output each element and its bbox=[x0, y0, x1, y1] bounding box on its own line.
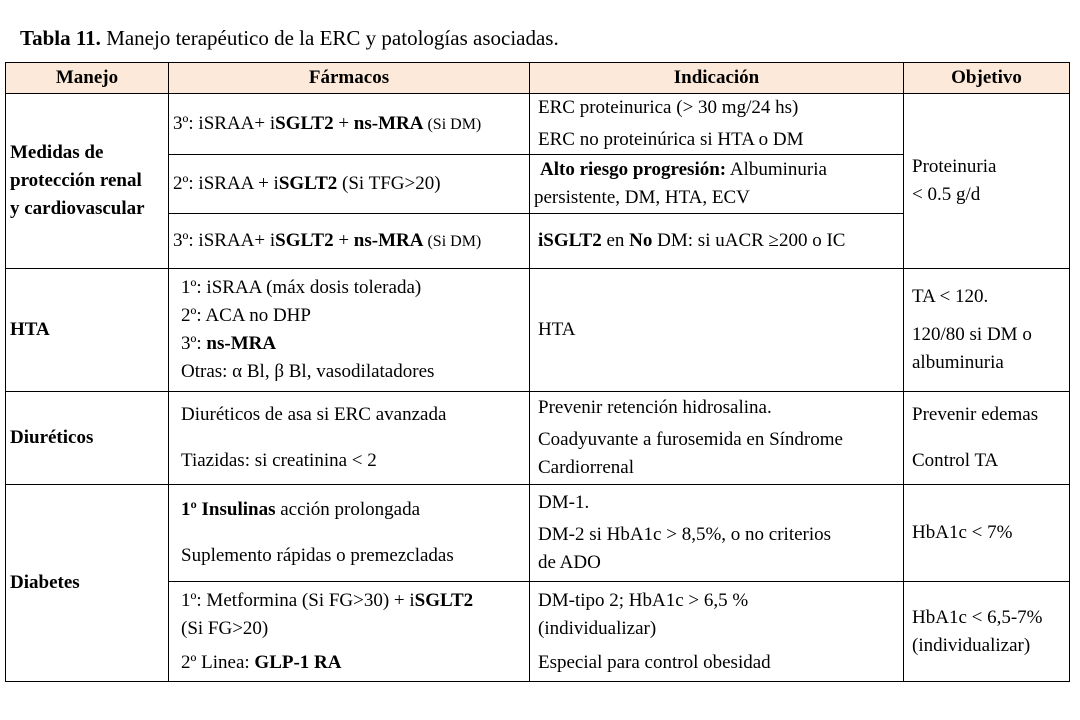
text: SGLT2 bbox=[275, 112, 334, 134]
text: de ADO bbox=[538, 552, 601, 573]
table-row bbox=[6, 94, 1070, 155]
text: ns-MRA bbox=[206, 333, 277, 354]
farmacos-cell bbox=[169, 485, 530, 582]
text: SGLT2 bbox=[275, 229, 334, 251]
header-farmacos: Fármacos bbox=[169, 63, 530, 94]
caption-label: Tabla 11. bbox=[20, 26, 101, 50]
indicacion-cell bbox=[530, 582, 904, 682]
text: 3º: bbox=[181, 333, 207, 354]
text: 120/80 si DM o bbox=[912, 324, 1032, 345]
caption-text: Manejo terapéutico de la ERC y patologías asociadas. bbox=[100, 26, 559, 50]
text: (individualizar) bbox=[912, 634, 1031, 656]
text: (Si FG>20) bbox=[181, 617, 269, 639]
text: albuminuria bbox=[912, 352, 1004, 373]
text: ERC proteinurica (> 30 mg/24 hs) bbox=[538, 97, 799, 118]
indicacion-cell: HTA bbox=[530, 269, 904, 392]
text: persistente, DM, HTA, ECV bbox=[534, 187, 750, 208]
text: (individualizar) bbox=[538, 617, 657, 639]
text: < 0.5 g/d bbox=[912, 184, 981, 205]
text: Especial para control obesidad bbox=[538, 651, 771, 673]
manejo-line: Medidas de bbox=[10, 142, 104, 163]
text: 1º: iSRAA (máx dosis tolerada) bbox=[181, 277, 422, 298]
manejo-hta: HTA bbox=[6, 269, 169, 392]
text: 2º: ACA no DHP bbox=[181, 305, 311, 326]
text: ns-MRA bbox=[353, 112, 424, 134]
text: 3º: iSRAA+ i bbox=[173, 112, 276, 134]
objetivo-cell: HbA1c < 7% bbox=[904, 485, 1070, 582]
text: ns-MRA bbox=[353, 229, 424, 251]
farmacos-cell bbox=[169, 155, 530, 214]
header-objetivo: Objetivo bbox=[904, 63, 1070, 94]
indicacion-cell bbox=[530, 214, 904, 269]
manejo-proteccion bbox=[6, 94, 169, 269]
farmacos-cell bbox=[169, 269, 530, 392]
manejo-line: y cardiovascular bbox=[10, 198, 145, 219]
text: Albuminuria bbox=[726, 159, 827, 180]
farmacos-cell bbox=[169, 392, 530, 485]
text: DM: si uACR ≥200 o IC bbox=[652, 230, 846, 251]
text: Control TA bbox=[912, 450, 999, 471]
text: (Si DM) bbox=[423, 115, 482, 133]
indicacion-cell bbox=[530, 94, 904, 155]
indicacion-cell bbox=[530, 155, 904, 214]
text: 2º Linea: bbox=[181, 651, 255, 673]
text: DM-2 si HbA1c > 8,5%, o no criterios bbox=[538, 524, 832, 545]
text: SGLT2 bbox=[414, 589, 474, 611]
text: 3º: iSRAA+ i bbox=[173, 229, 276, 251]
text: Prevenir edemas bbox=[912, 404, 1039, 425]
manejo-diabetes: Diabetes bbox=[6, 485, 169, 682]
objetivo-cell bbox=[904, 582, 1070, 682]
text: (Si DM) bbox=[423, 232, 482, 250]
manejo-diureticos: Diuréticos bbox=[6, 392, 169, 485]
text: Suplemento rápidas o premezcladas bbox=[181, 545, 454, 566]
header-row bbox=[6, 63, 1070, 94]
text: ERC no proteinúrica si HTA o DM bbox=[538, 129, 804, 150]
text: GLP-1 RA bbox=[254, 651, 342, 673]
objetivo-cell bbox=[904, 94, 1070, 269]
treatment-table bbox=[5, 62, 1070, 682]
indicacion-cell bbox=[530, 485, 904, 582]
text: SGLT2 bbox=[278, 173, 338, 194]
text: HbA1c < 6,5-7% bbox=[912, 606, 1043, 628]
text: Otras: α Bl, β Bl, vasodilatadores bbox=[181, 361, 435, 382]
text: Tiazidas: si creatinina < 2 bbox=[181, 450, 377, 471]
text: 2º: iSRAA + i bbox=[173, 173, 279, 194]
text: 1º: Metformina (Si FG>30) + i bbox=[181, 589, 415, 611]
text: Coadyuvante a furosemida en Síndrome bbox=[538, 429, 843, 450]
header-indicacion: Indicación bbox=[530, 63, 904, 94]
table-caption bbox=[20, 26, 559, 51]
objetivo-cell bbox=[904, 269, 1070, 392]
text: + bbox=[333, 112, 354, 134]
table-row bbox=[6, 392, 1070, 485]
text: 1º Insulinas bbox=[181, 499, 276, 520]
text: en bbox=[601, 230, 630, 251]
farmacos-cell bbox=[169, 94, 530, 155]
text: Diuréticos de asa si ERC avanzada bbox=[181, 404, 447, 425]
text: TA < 120. bbox=[912, 286, 989, 307]
text: acción prolongada bbox=[275, 499, 421, 520]
text: iSGLT2 bbox=[538, 230, 602, 251]
table-row bbox=[6, 485, 1070, 582]
manejo-line: protección renal bbox=[10, 170, 142, 191]
text: Prevenir retención hidrosalina. bbox=[538, 397, 772, 418]
header-manejo: Manejo bbox=[6, 63, 169, 94]
indicacion-cell bbox=[530, 392, 904, 485]
objetivo-cell bbox=[904, 392, 1070, 485]
table-row bbox=[6, 269, 1070, 392]
farmacos-cell bbox=[169, 582, 530, 682]
text: Proteinuria bbox=[912, 156, 997, 177]
text: + bbox=[333, 229, 354, 251]
text: No bbox=[629, 230, 653, 251]
farmacos-cell bbox=[169, 214, 530, 269]
text: Alto riesgo progresión: bbox=[540, 159, 727, 180]
text: DM-tipo 2; HbA1c > 6,5 % bbox=[538, 589, 749, 611]
text: (Si TFG>20) bbox=[337, 173, 441, 194]
text: Cardiorrenal bbox=[538, 457, 635, 478]
text: DM-1. bbox=[538, 492, 590, 513]
